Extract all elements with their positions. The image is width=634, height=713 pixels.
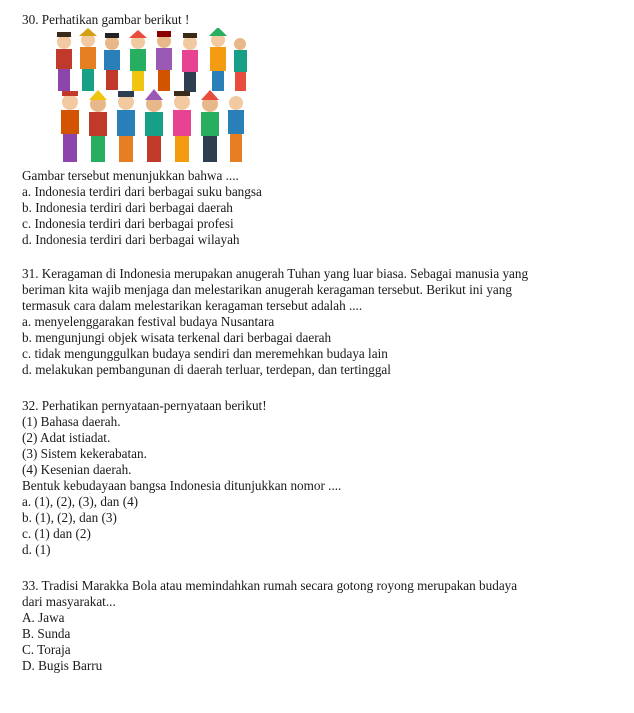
- q32-question: Bentuk kebudayaan bangsa Indonesia ditunjukkan nomor ....: [22, 478, 342, 493]
- q32-option-d[interactable]: d. (1): [22, 542, 51, 557]
- q30-option-a[interactable]: a. Indonesia terdiri dari berbagai suku bangsa: [22, 184, 262, 199]
- q32-option-a[interactable]: a. (1), (2), (3), dan (4): [22, 494, 139, 509]
- q31-option-a[interactable]: a. menyelenggarakan festival budaya Nusantara: [22, 314, 275, 329]
- q30-question: Gambar tersebut menunjukkan bahwa ....: [22, 168, 239, 183]
- q32-statement-1: (1) Bahasa daerah.: [22, 414, 121, 429]
- back-row-children: [56, 28, 247, 92]
- q32-stem: 32. Perhatikan pernyataan-pernyataan berikut!: [22, 398, 267, 413]
- q30-stem: 30. Perhatikan gambar berikut !: [22, 12, 190, 27]
- q31-option-b[interactable]: b. mengunjungi objek wisata terkenal dari berbagai daerah: [22, 330, 332, 345]
- traditional-costumes-illustration: [46, 28, 252, 164]
- q33-option-c[interactable]: C. Toraja: [22, 642, 71, 657]
- q32-option-b[interactable]: b. (1), (2), dan (3): [22, 510, 117, 525]
- q32-option-c[interactable]: c. (1) dan (2): [22, 526, 91, 541]
- q33-option-a[interactable]: A. Jawa: [22, 610, 65, 625]
- q31-stem-line-1: 31. Keragaman di Indonesia merupakan anugerah Tuhan yang luar biasa. Sebagai manusia yang: [22, 266, 529, 281]
- q33-stem-line-1: 33. Tradisi Marakka Bola atau memindahkan rumah secara gotong royong merupakan budaya: [22, 578, 518, 593]
- q32-statement-3: (3) Sistem kekerabatan.: [22, 446, 147, 461]
- q30-option-c[interactable]: c. Indonesia terdiri dari berbagai profesi: [22, 216, 234, 231]
- q31-option-c[interactable]: c. tidak mengunggulkan budaya sendiri dan meremehkan budaya lain: [22, 346, 388, 361]
- q30-option-b[interactable]: b. Indonesia terdiri dari berbagai daerah: [22, 200, 233, 215]
- front-row-children: [61, 89, 244, 162]
- q32-statement-4: (4) Kesenian daerah.: [22, 462, 132, 477]
- q31-stem-line-2: beriman kita wajib menjaga dan melestarikan anugerah keragaman tersebut. Berikut ini yang: [22, 282, 512, 297]
- q33-option-b[interactable]: B. Sunda: [22, 626, 71, 641]
- q31-option-d[interactable]: d. melakukan pembangunan di daerah terluar, terdepan, dan tertinggal: [22, 362, 391, 377]
- q33-option-d[interactable]: D. Bugis Barru: [22, 658, 103, 673]
- q31-stem-line-3: termasuk cara dalam melestarikan keragaman tersebut adalah ....: [22, 298, 363, 313]
- q30-option-d[interactable]: d. Indonesia terdiri dari berbagai wilayah: [22, 232, 240, 247]
- q33-stem-line-2: dari masyarakat...: [22, 594, 116, 609]
- q32-statement-2: (2) Adat istiadat.: [22, 430, 111, 445]
